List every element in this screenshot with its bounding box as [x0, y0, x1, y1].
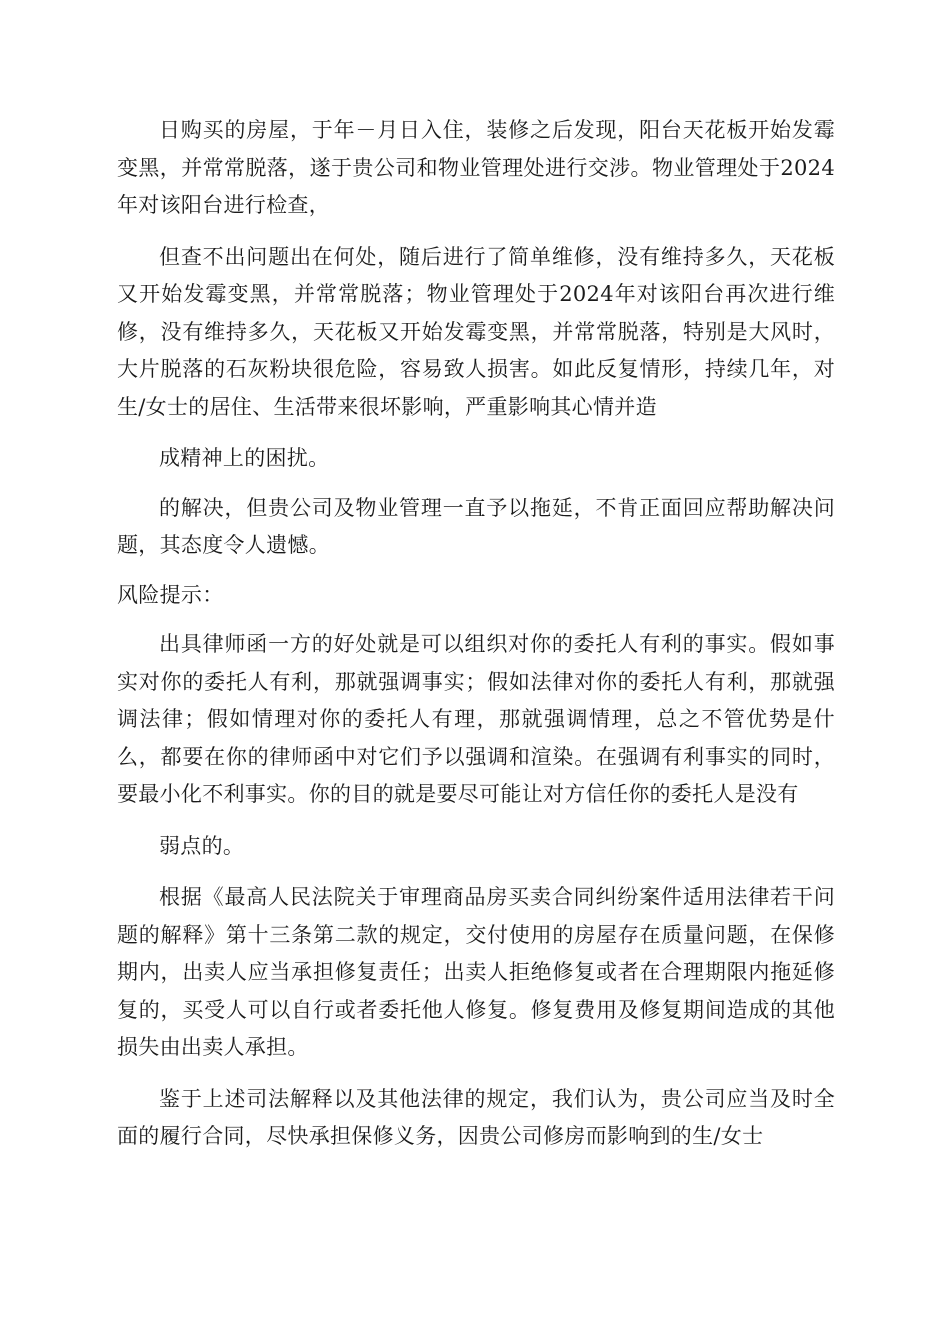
document-body: [117, 112, 835, 1156]
paragraph-4: 的解决，但贵公司及物业管理一直予以拖延，不肯正面回应帮助解决问题，其态度令人遗憾。: [117, 495, 835, 557]
paragraph-1: 日购买的房屋，于年－月日入住，装修之后发现，阳台天花板开始发霉变黑，并常常脱落，遂于贵公司和物业管理处进行交涉。物业管理处于2024年对该阳台进行检查，: [117, 118, 835, 217]
paragraph-7: 根据《最高人民法院关于审理商品房买卖合同纠纷案件适用法律若干问题的解释》第十三条第二款的规定，交付使用的房屋存在质量问题，在保修期内，出卖人应当承担修复责任；出卖人拒绝修复或者在合理期限内拖延修复的，买受人可以自行或者委托他人修复。修复费用及修复期间造成的其他损失由出卖人承担。: [117, 885, 835, 1059]
paragraph-3: 成精神上的困扰。: [159, 446, 330, 470]
paragraph-6: 弱点的。: [159, 833, 245, 858]
section-heading-risk: 风险提示：: [117, 582, 224, 607]
paragraph-2: 但查不出问题出在何处，随后进行了简单维修，没有维持多久，天花板又开始发霉变黑，并常常脱落；物业管理处于2024年对该阳台再次进行维修，没有维持多久，天花板又开始发霉变黑，并常常脱落，特别是大风时，大片脱落的石灰粉块很危险，容易致人损害。如此反复情形，持续几年，对生/女士的居住、生活带来很坏影响，严重影响其心情并造: [117, 244, 835, 419]
paragraph-5: 出具律师函一方的好处就是可以组织对你的委托人有利的事实。假如事实对你的委托人有利，那就强调事实；假如法律对你的委托人有利，那就强调法律；假如情理对你的委托人有理，那就强调情理，总之不管优势是什么，都要在你的律师函中对它们予以强调和渲染。在强调有利事实的同时，要最小化不利事实。你的目的就是要尽可能让对方信任你的委托人是没有: [117, 632, 835, 806]
paragraph-8: 鉴于上述司法解释以及其他法律的规定，我们认为，贵公司应当及时全面的履行合同，尽快承担保修义务，因贵公司修房而影响到的生/女士: [117, 1086, 835, 1148]
